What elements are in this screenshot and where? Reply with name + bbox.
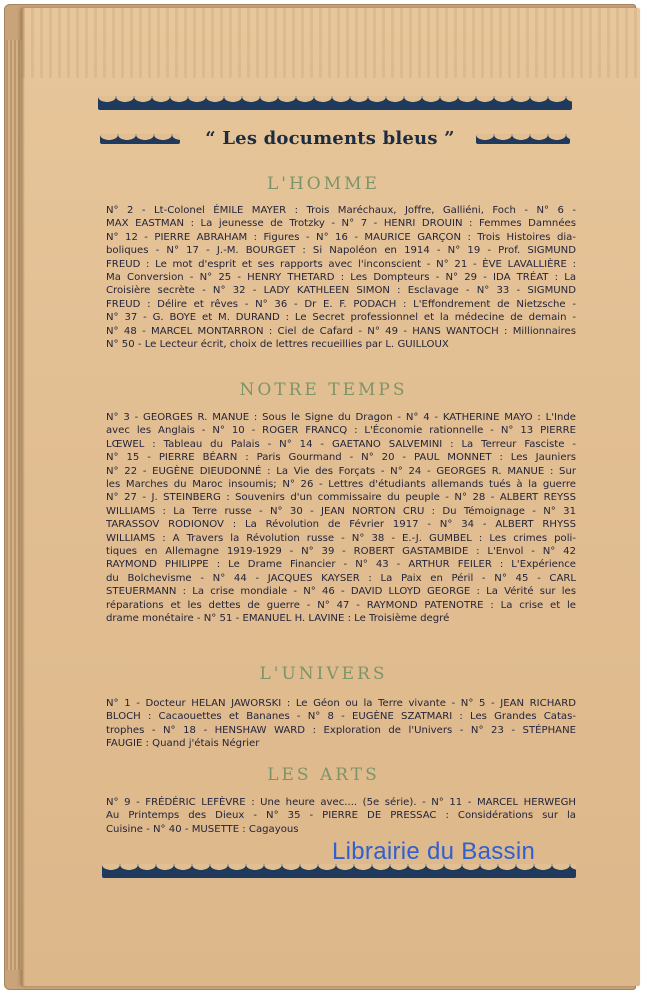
text-line: Croisière secrète - N° 32 - LADY KATHLEEN SIMON : Esclavage - N° 33 - SIGMUND (106, 285, 576, 297)
text-line: N° 50 - Le Lecteur écrit, choix de lettres recueillies par L. GUILLOUX (106, 339, 449, 351)
title-left-wave (100, 134, 180, 144)
section-heading-notre-temps: NOTRE TEMPS (239, 380, 408, 400)
collection-title: “ Les documents bleus ” (205, 128, 455, 149)
text-line: WILLIAMS : A Travers la Révolution russe - N° 38 - E.-J. GUMBEL : Les crimes poli- (106, 532, 576, 544)
text-line: N° 1 - Docteur HELAN JAWORSKI : Le Géon ou la Terre vivante - N° 5 - JEAN RICHARD (106, 698, 576, 709)
text-line: FAUGIE : Quand j'étais Négrier (106, 738, 260, 750)
title-row (80, 128, 580, 154)
text-line: BLOCH : Cacaouettes et Bananes - N° 8 - EUGÈNE SZATMARI : Les Grandes Catas- (106, 711, 576, 723)
section-body-notre-temps (106, 411, 576, 626)
section-body-univers (106, 697, 576, 751)
text-line: tiques en Allemagne 1919-1929 - N° 39 - ROBERT GASTAMBIDE : L'Envol - N° 42 (106, 546, 576, 558)
text-line: TARASSOV RODIONOV : La Révolution de Février 1917 - N° 34 - ALBERT RHYSS (106, 519, 576, 531)
text-line: FREUD : Délire et rêves - N° 36 - Dr E. F. PODACH : L'Effondrement de Nietzsche - (106, 298, 576, 310)
text-line: N° 3 - GEORGES R. MANUE : Sous le Signe du Dragon - N° 4 - KATHERINE MAYO : L'Inde (106, 412, 576, 423)
text-line: Cuisine - N° 40 - MUSETTE : Cagayous (106, 823, 299, 835)
text-line: N° 37 - G. BOYE et M. DURAND : Le Secret professionnel et la médecine de demain - (106, 312, 576, 324)
text-line: drame monétaire - N° 51 - EMANUEL H. LAVINE : Le Troisième degré (106, 613, 450, 625)
text-line: FREUD : Le mot d'esprit et ses rapports avec l'inconscient - N° 21 - ÈVE LAVALLIÈRE : (106, 258, 576, 270)
cover-fold-shadow (22, 8, 25, 986)
text-line: MAX EASTMAN : La jeunesse de Trotzky - N° 7 - HENRI DROUIN : Femmes Damnées (106, 218, 576, 230)
text-line: LŒWEL : Tableau du Palais - N° 14 - GAETANO SALVEMINI : La Terreur Fasciste - (106, 438, 576, 450)
text-line: boliques - N° 17 - J.-M. BOURGET : Si Napoléon en 1914 - N° 19 - Prof. SIGMUND (106, 245, 576, 257)
title-right-wave (476, 134, 570, 144)
text-line: N° 22 - EUGÈNE DIEUDONNÉ : La Vie des Forçats - N° 24 - GEORGES R. MANUE : Sur (106, 465, 576, 477)
text-line: du Bolchevisme - N° 44 - JACQUES KAYSER : La Paix en Péril - N° 45 - CARL (106, 572, 576, 584)
text-line: STEUERMANN : La crise mondiale - N° 46 - DAVID LLOYD GEORGE : La Vérité sur les (106, 586, 576, 598)
text-line: avec les Anglais - N° 10 - ROGER FRANCQ : L'Économie rationnelle - N° 13 PIERRE (106, 425, 576, 437)
section-heading-homme: L'HOMME (267, 174, 380, 194)
text-line: N° 15 - PIERRE BÉARN : Paris Gourmand - N° 20 - PAUL MONNET : Les Jauniers (106, 452, 576, 464)
text-line: trophes - N° 18 - HENSHAW WARD : Exploration de l'Univers - N° 23 - STÉPHANE (106, 724, 576, 736)
top-wave-border (98, 96, 572, 110)
section-body-homme (106, 204, 576, 351)
text-line: N° 9 - FRÉDÉRIC LEFÈVRE : Une heure avec.... (5e série). - N° 11 - MARCEL HERWEGH (106, 797, 576, 808)
text-line: N° 48 - MARCEL MONTARRON : Ciel de Cafard - N° 49 - HANS WANTOCH : Millionnaires (106, 325, 576, 337)
bottom-wave-border (102, 864, 576, 878)
text-line: réparations et les dettes de guerre - N° 47 - RAYMOND PATENOTRE : La crise et le (106, 599, 576, 611)
section-heading-univers: L'UNIVERS (259, 664, 388, 684)
text-line: N° 12 - PIERRE ABRAHAM : Figures - N° 16 - MAURICE GARÇON : Trois Histoires dia- (106, 231, 576, 243)
section-body-arts (106, 796, 576, 836)
text-line: les Marches du Maroc insoumis; N° 26 - Lettres d'étudiants allemands tués à la guerre (106, 479, 576, 491)
text-line: RAYMOND PHILIPPE : Le Drame Financier - N° 43 - ARTHUR FEILER : L'Expérience (106, 559, 576, 571)
text-line: Au Printemps des Dieux - N° 35 - PIERRE DE PRESSAC : Considérations sur la (106, 810, 576, 822)
text-line: WILLIAMS : La Terre russe - N° 30 - JEAN NORTON CRU : Du Témoignage - N° 31 (106, 505, 576, 517)
text-line: N° 27 - J. STEINBERG : Souvenirs d'un commissaire du peuple - N° 28 - ALBERT REYSS (106, 492, 576, 504)
text-line: N° 2 - Lt-Colonel ÉMILE MAYER : Trois Maréchaux, Joffre, Galliéni, Foch - N° 6 - (106, 205, 576, 216)
section-heading-arts: LES ARTS (267, 765, 380, 785)
bookseller-watermark: Librairie du Bassin (332, 838, 536, 865)
text-line: Ma Conversion - N° 25 - HENRY THETARD : Les Dompteurs - N° 29 - IDA TRÉAT : La (106, 272, 576, 284)
